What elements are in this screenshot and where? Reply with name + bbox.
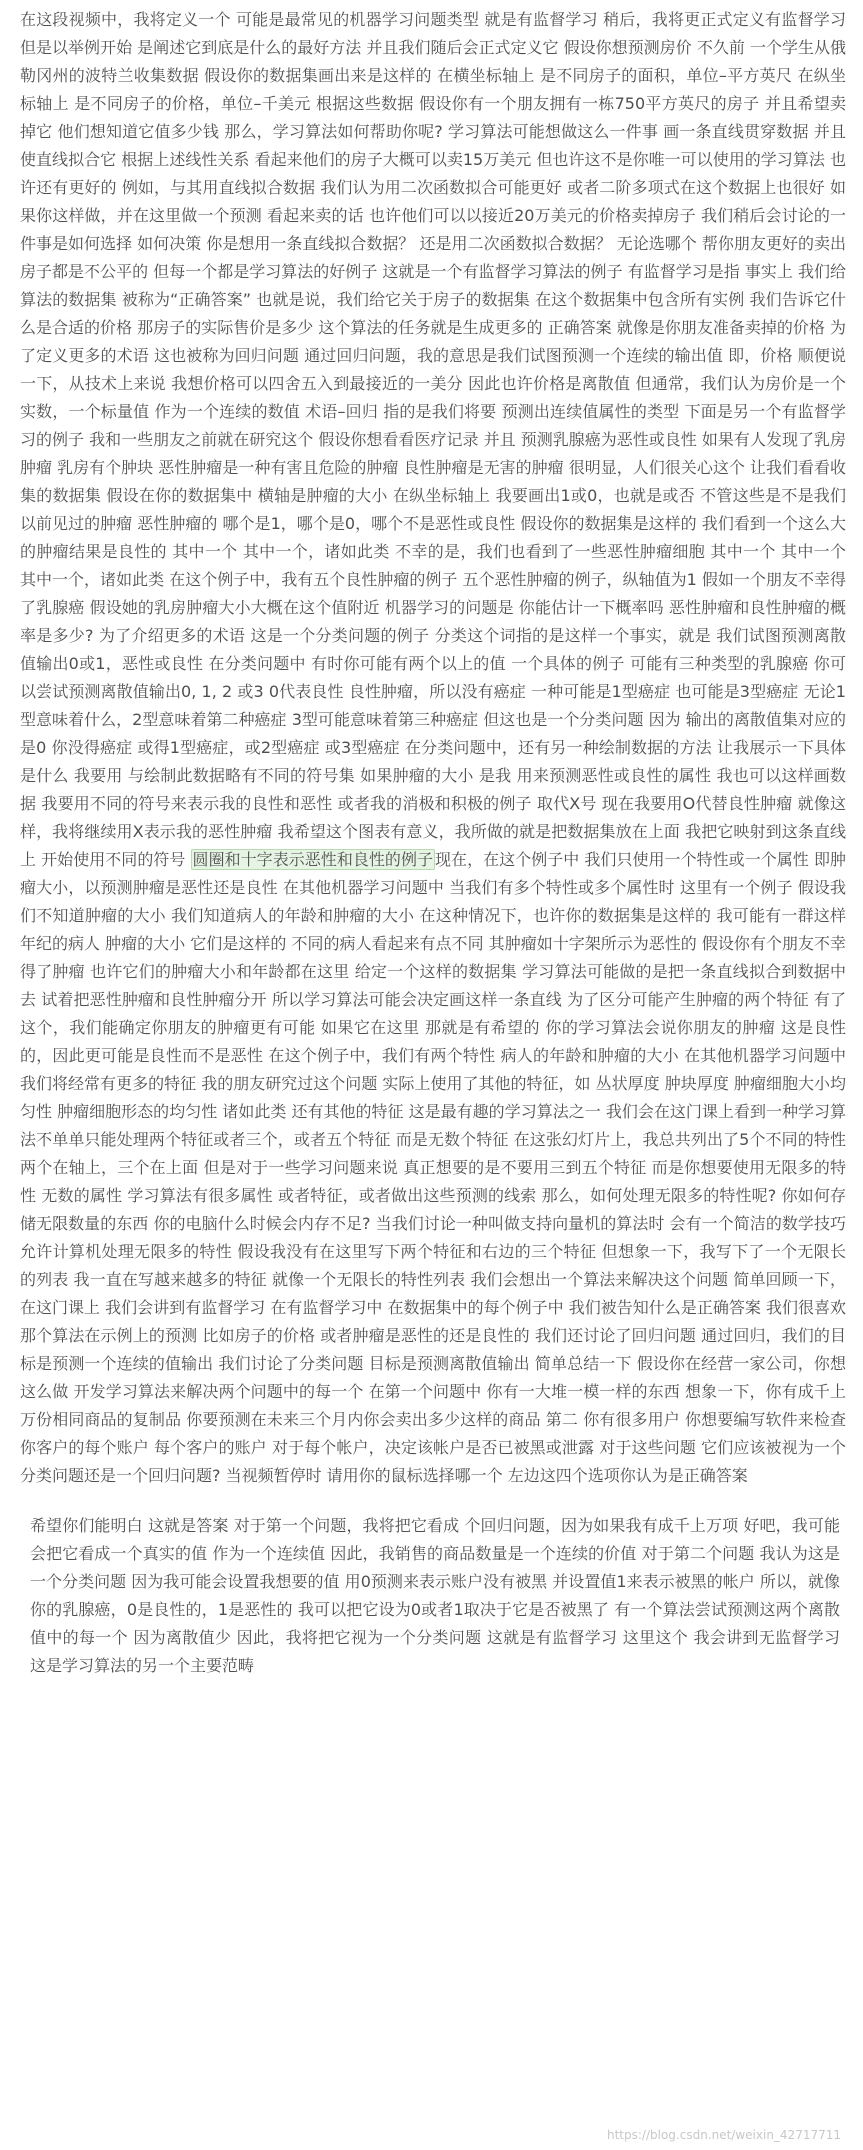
blog-watermark: https://blog.csdn.net/weixin_42717711 bbox=[606, 2128, 841, 2142]
answer-paragraph: 希望你们能明白 这就是答案 对于第一个问题，我将把它看成 个回归问题，因为如果我有成千上万项 好吧，我可能会把它看成一个真实的值 作为一个连续值 因此，我销售的商品数量是一个连续的价值 对于第二个问题 我认为这是一个分类问题 因为我可能会设置我想要的值 用0预测来表示账户没有被黑 并设置值1来表示被黑的帐户 所以，就像你的乳腺癌，0是良性的，1是恶性的 我可以把它设为0或者1取决于它是否被黑了 有一个算法尝试预测这两个离散值中的每一个 因为离散值少 因此，我将把它视为一个分类问题 这就是有监督学习 这里这个 我会讲到无监督学习 这是学习算法的另一个主要范畴 bbox=[30, 1516, 840, 1675]
highlighted-phrase[interactable]: 圆圈和十字表示恶性和良性的例子 bbox=[192, 850, 434, 869]
transcript-text-before-highlight: 在这段视频中，我将定义一个 可能是最常见的机器学习问题类型 就是有监督学习 稍后，我将更正式定义有监督学习 但是以举例开始 是阐述它到底是什么的最好方法 并且我们随后会正式定义它 假设你想预测房价 不久前 一个学生从俄勒冈州的波特兰收集数据 假设你的数据集画出来是这样的 在横坐标轴上 是不同房子的面积，单位–平方英尺 在纵坐标轴上 是不同房子的价格，单位–千美元 根据这些数据 假设你有一个朋友拥有一栋750平方英尺的房子 并且希望卖掉它 他们想知道它值多少钱 那么，学习算法如何帮助你呢? 学习算法可能想做这么一件事 画一条直线贯穿数据 并且使直线拟合它 根据上述线性关系 看起来他们的房子大概可以卖15万美元 但也许这不是你唯一可以使用的学习算法 也许还有更好的 例如，与其用直线拟合数据 我们认为用二次函数拟合可能更好 或者二阶多项式在这个数据上也很好 如果你这样做，并在这里做一个预测 看起来卖的话 也许他们可以以接近20万美元的价格卖掉房子 我们稍后会讨论的一件事是如何选择 如何决策 你是想用一条直线拟合数据？ 还是用二次函数拟合数据？ 无论选哪个 帮你朋友更好的卖出房子都是不公平的 但每一个都是学习算法的好例子 这就是一个有监督学习算法的例子 有监督学习是指 事实上 我们给算法的数据集 被称为“正确答案” 也就是说，我们给它关于房子的数据集 在这个数据集中包含所有实例 我们告诉它什么是合适的价格 那房子的实际售价是多少 这个算法的任务就是生成更多的 正确答案 就像是你朋友准备卖掉的价格 为了定义更多的术语 这也被称为回归问题 通过回归问题，我的意思是我们试图预测一个连续的输出值 即，价格 顺便说一下，从技术上来说 我想价格可以四舍五入到最接近的一美分 因此也许价格是离散值 但通常，我们认为房价是一个实数，一个标量值 作为一个连续的数值 术语–回归 指的是我们将要 预测出连续值属性的类型 下面是另一个有监督学习的例子 我和一些朋友之前就在研究这个 假设你想看看医疗记录 并且 预测乳腺癌为恶性或良性 如果有人发现了乳房肿瘤 乳房有个肿块 恶性肿瘤是一种有害且危险的肿瘤 良性肿瘤是无害的肿瘤 很明显，人们很关心这个 让我们看看收集的数据集 假设在你的数据集中 横轴是肿瘤的大小 在纵坐标轴上 我要画出1或0，也就是或否 不管这些是不是我们以前见过的肿瘤 恶性肿瘤的 哪个是1，哪个是0，哪个不是恶性或良性 假设你的数据集是这样的 我们看到一个这么大的肿瘤结果是良性的 其中一个 其中一个，诸如此类 不幸的是，我们也看到了一些恶性肿瘤细胞 其中一个 其中一个 其中一个，诸如此类 在这个例子中，我有五个良性肿瘤的例子 五个恶性肿瘤的例子，纵轴值为1 假如一个朋友不幸得了乳腺癌 假设她的乳房肿瘤大小大概在这个值附近 机器学习的问题是 你能估计一下概率吗 恶性肿瘤和良性肿瘤的概率是多少? 为了介绍更多的术语 这是一个分类问题的例子 分类这个词指的是这样一个事实，就是 我们试图预测离散值输出0或1，恶性或良性 在分类问题中 有时你可能有两个以上的值 一个具体的例子 可能有三种类型的乳腺癌 你可以尝试预测离散值输出0, 1, 2 或3 0代表良性 良性肿瘤，所以没有癌症 一种可能是1型癌症 也可能是3型癌症 无论1型意味着什么，2型意味着第二种癌症 3型可能意味着第三种癌症 但这也是一个分类问题 因为 输出的离散值集对应的是0 你没得癌症 或得1型癌症，或2型癌症 或3型癌症 在分类问题中，还有另一种绘制数据的方法 让我展示一下具体是什么 我要用 与绘制此数据略有不同的符号集 如果肿瘤的大小 是我 用来预测恶性或良性的属性 我也可以这样画数据 我要用不同的符号来表示我的良性和恶性 或者我的消极和积极的例子 取代X号 现在我要用O代替良性肿瘤 就像这样，我将继续用X表示我的恶性肿瘤 我希望这个图表有意义，我所做的就是把数据集放在上面 我把它映射到这条直线上 开始使用不同的符号 bbox=[20, 10, 846, 869]
transcript-text-after-highlight: 现在，在这个例子中 我们只使用一个特性或一个属性 即肿瘤大小，以预测肿瘤是恶性还是良性 在其他机器学习问题中 当我们有多个特性或多个属性时 这里有一个例子 假设我们不知道肿瘤的大小 我们知道病人的年龄和肿瘤的大小 在这种情况下，也许你的数据集是这样的 我可能有一群这样年纪的病人 肿瘤的大小 它们是这样的 不同的病人看起来有点不同 其肿瘤如十字架所示为恶性的 假设你有个朋友不幸得了肿瘤 也许它们的肿瘤大小和年龄都在这里 给定一个这样的数据集 学习算法可能做的是把一条直线拟合到数据中去 试着把恶性肿瘤和良性肿瘤分开 所以学习算法可能会决定画这样一条直线 为了区分可能产生肿瘤的两个特征 有了这个，我们能确定你朋友的肿瘤更有可能 如果它在这里 那就是有希望的 你的学习算法会说你朋友的肿瘤 这是良性的，因此更可能是良性而不是恶性 在这个例子中，我们有两个特性 病人的年龄和肿瘤的大小 在其他机器学习问题中 我们将经常有更多的特征 我的朋友研究过这个问题 实际上使用了其他的特征，如 丛状厚度 肿块厚度 肿瘤细胞大小均匀性 肿瘤细胞形态的均匀性 诸如此类 还有其他的特征 这是最有趣的学习算法之一 我们会在这门课上看到一种学习算法不单单只能处理两个特征或者三个，或者五个特征 而是无数个特征 在这张幻灯片上，我总共列出了5个不同的特性 两个在轴上，三个在上面 但是对于一些学习问题来说 真正想要的是不要用三到五个特征 而是你想要使用无限多的特性 无数的属性 学习算法有很多属性 或者特征，或者做出这些预测的线索 那么，如何处理无限多的特性呢? 你如何存储无限数量的东西 你的电脑什么时候会内存不足? 当我们讨论一种叫做支持向量机的算法时 会有一个简洁的数学技巧 允许计算机处理无限多的特性 假设我没有在这里写下两个特征和右边的三个特征 但想象一下，我写下了一个无限长的列表 我一直在写越来越多的特征 就像一个无限长的特性列表 我们会想出一个算法来解决这个问题 简单回顾一下，在这门课上 我们会讲到有监督学习 在有监督学习中 在数据集中的每个例子中 我们被告知什么是正确答案 我们很喜欢那个算法在示例上的预测 比如房子的价格 或者肿瘤是恶性的还是良性的 我们还讨论了回归问题 通过回归，我们的目标是预测一个连续的值输出 我们讨论了分类问题 目标是预测离散值输出 简单总结一下 假设你在经营一家公司，你想这么做 开发学习算法来解决两个问题中的每一个 在第一个问题中 你有一大堆一模一样的东西 想象一下，你有成千上万份相同商品的复制品 你要预测在未来三个月内你会卖出多少这样的商品 第二 你有很多用户 你想要编写软件来检查你客户的每个账户 每个客户的账户 对于每个帐户，决定该帐户是否已被黑或泄露 对于这些问题 它们应该被视为一个分类问题还是一个回归问题? 当视频暂停时 请用你的鼠标选择哪一个 左边这四个选项你认为是正确答案 bbox=[20, 850, 846, 1485]
transcript-paragraph bbox=[20, 6, 846, 1490]
article-body bbox=[20, 6, 846, 1680]
